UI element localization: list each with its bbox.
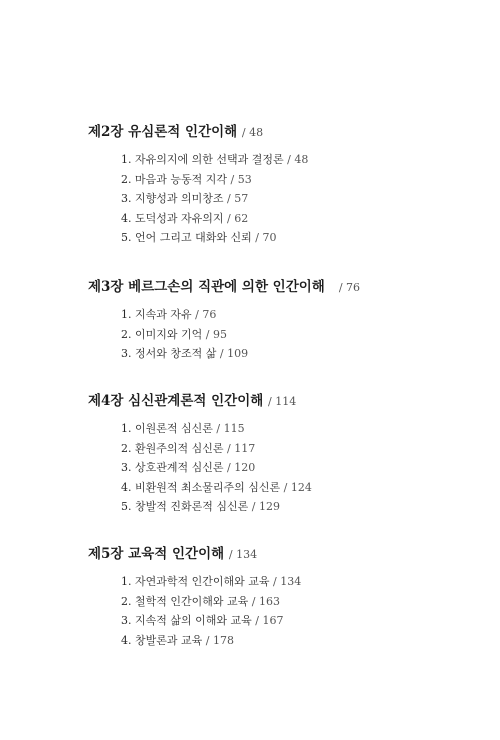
section-label: 3. 상호관계적 심신론 (121, 461, 224, 475)
section-label: 4. 도덕성과 자유의지 (121, 211, 224, 225)
chapter-title: 제4장 심신관계론적 인간이해 (88, 393, 264, 409)
chapter-page-number: / 114 (268, 395, 297, 408)
section-item (121, 439, 312, 459)
section-list (121, 305, 248, 364)
section-page-number: / 117 (227, 441, 256, 455)
section-item (121, 150, 308, 170)
section-label: 2. 마음과 능동적 지각 (121, 172, 227, 186)
section-page-number: / 134 (273, 575, 302, 588)
chapter-page-number: / 134 (228, 548, 258, 561)
section-page-number: / 62 (227, 211, 249, 225)
chapter-heading (88, 123, 488, 141)
section-label: 5. 언어 그리고 대화와 신뢰 (121, 231, 252, 245)
section-label: 5. 창발적 진화론적 심신론 (121, 500, 249, 514)
chapter-heading (88, 392, 488, 410)
section-item (121, 497, 312, 517)
section-label: 1. 지속과 자유 (121, 308, 192, 321)
section-item (121, 631, 301, 651)
section-page-number: / 70 (255, 231, 277, 245)
section-label: 3. 지속적 삶의 이해와 교육 (121, 614, 252, 628)
section-list (121, 150, 308, 248)
section-label: 4. 창발론과 교육 (121, 633, 203, 647)
section-item (121, 344, 248, 364)
section-item (121, 325, 248, 345)
section-page-number: / 76 (195, 308, 217, 321)
section-page-number: / 129 (251, 500, 280, 514)
chapter-title: 제5장 교육적 인간이해 (88, 546, 225, 562)
section-page-number: / 167 (255, 614, 284, 628)
section-item (121, 611, 301, 631)
section-item (121, 478, 312, 498)
section-item (121, 189, 308, 209)
section-page-number: / 178 (205, 633, 234, 647)
section-page-number: / 48 (287, 153, 309, 166)
section-item (121, 209, 308, 229)
section-page-number: / 53 (230, 172, 252, 186)
chapter-heading (88, 545, 488, 563)
chapter-5 (88, 545, 488, 647)
section-page-number: / 109 (219, 347, 249, 361)
section-label: 1. 자유의지에 의한 선택과 결정론 (121, 153, 284, 166)
chapter-2 (88, 123, 488, 245)
section-label: 1. 자연과학적 인간이해와 교육 (121, 575, 270, 588)
section-item (121, 170, 308, 190)
section-item (121, 458, 312, 478)
section-label: 2. 철학적 인간이해와 교육 (121, 594, 249, 608)
section-item (121, 228, 308, 248)
section-label: 3. 지향성과 의미창조 (121, 192, 224, 206)
section-label: 1. 이원론적 심신론 (121, 422, 213, 435)
section-label: 3. 정서와 창조적 삶 (121, 347, 217, 361)
chapter-title: 제2장 유심론적 인간이해 (88, 124, 238, 140)
section-label: 2. 이미지와 기억 (121, 327, 203, 341)
chapter-heading (88, 278, 488, 296)
section-page-number: / 163 (251, 594, 280, 608)
section-item (121, 572, 301, 592)
chapter-3 (88, 278, 488, 361)
section-list (121, 419, 312, 517)
chapter-title: 제3장 베르그손의 직관에 의한 인간이해 (88, 279, 325, 295)
section-page-number: / 115 (216, 422, 245, 435)
chapter-page-number: / 76 (338, 281, 361, 294)
section-page-number: / 57 (227, 192, 249, 206)
chapter-4 (88, 392, 488, 514)
section-page-number: / 95 (205, 327, 227, 341)
section-item (121, 592, 301, 612)
chapter-page-number: / 48 (241, 126, 264, 139)
section-list (121, 572, 301, 650)
section-label: 2. 환원주의적 심신론 (121, 441, 224, 455)
section-label: 4. 비환원적 최소물리주의 심신론 (121, 480, 281, 494)
section-item (121, 419, 312, 439)
section-page-number: / 120 (227, 461, 256, 475)
section-page-number: / 124 (283, 480, 312, 494)
section-item (121, 305, 248, 325)
